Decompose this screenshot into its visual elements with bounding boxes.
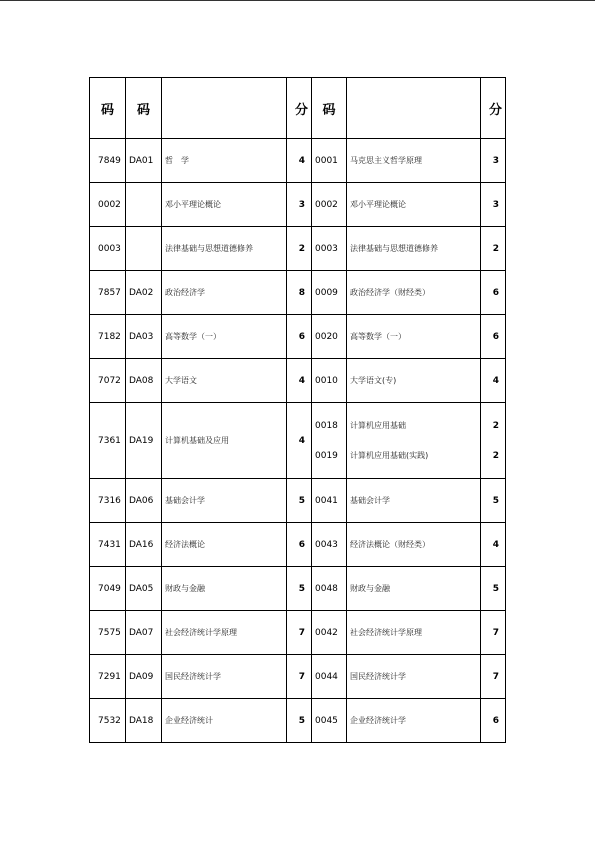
old-code-cell: 0009 <box>312 271 347 315</box>
old-credits-cell: 4 <box>481 523 506 567</box>
old-credits-cell: 2 <box>481 227 506 271</box>
page-top-rule <box>0 0 595 1</box>
course-code-cell: DA08 <box>126 359 162 403</box>
course-name-cell: 企业经济统计 <box>162 699 287 743</box>
course-name-cell: 经济法概论 <box>162 523 287 567</box>
major-code-cell: 7182 <box>90 315 126 359</box>
course-name-cell: 邓小平理论概论 <box>162 183 287 227</box>
credits-cell: 4 <box>287 139 312 183</box>
old-credits-cell: 6 <box>481 315 506 359</box>
old-credits-cell: 6 <box>481 271 506 315</box>
old-code-cell: 0045 <box>312 699 347 743</box>
old-credits-cell: 5 <box>481 479 506 523</box>
credits-cell: 7 <box>287 655 312 699</box>
major-code-cell: 0003 <box>90 227 126 271</box>
course-code-cell: DA16 <box>126 523 162 567</box>
credits-cell: 8 <box>287 271 312 315</box>
course-code-cell: DA05 <box>126 567 162 611</box>
old-name-line: 计算机应用基础(实践) <box>350 450 429 460</box>
table-row <box>90 655 506 699</box>
old-code-cell: 0048 <box>312 567 347 611</box>
header-course-name <box>162 78 287 139</box>
old-credits-line: 2 <box>492 420 499 431</box>
course-code-cell: DA09 <box>126 655 162 699</box>
old-name-cell: 企业经济统计学 <box>347 699 481 743</box>
major-code-cell: 7532 <box>90 699 126 743</box>
course-name-cell: 哲 学 <box>162 139 287 183</box>
header-credits: 分 <box>287 78 312 139</box>
old-code-cell: 0041 <box>312 479 347 523</box>
old-credits-cell: 3 <box>481 139 506 183</box>
course-name-cell: 政治经济学 <box>162 271 287 315</box>
credits-cell: 7 <box>287 611 312 655</box>
course-code-cell: DA06 <box>126 479 162 523</box>
old-name-cell: 基础会计学 <box>347 479 481 523</box>
old-name-cell: 财政与金融 <box>347 567 481 611</box>
table-row <box>90 183 506 227</box>
credits-cell: 6 <box>287 315 312 359</box>
course-code-cell <box>126 227 162 271</box>
table-row <box>90 611 506 655</box>
table-row <box>90 699 506 743</box>
course-name-cell: 社会经济统计学原理 <box>162 611 287 655</box>
old-name-cell: 法律基础与思想道德修养 <box>347 227 481 271</box>
table-row <box>90 359 506 403</box>
old-name-cell: 邓小平理论概论 <box>347 183 481 227</box>
credits-cell: 6 <box>287 523 312 567</box>
course-name-cell: 国民经济统计学 <box>162 655 287 699</box>
credits-cell: 5 <box>287 699 312 743</box>
credits-cell: 2 <box>287 227 312 271</box>
old-credits-cell: 4 <box>481 359 506 403</box>
table-row <box>90 567 506 611</box>
header-major-code: 码 <box>90 78 126 139</box>
major-code-cell: 7316 <box>90 479 126 523</box>
course-name-cell: 高等数学（一） <box>162 315 287 359</box>
table-body <box>90 78 506 743</box>
old-name-cell: 高等数学（一） <box>347 315 481 359</box>
old-code-cell: 0020 <box>312 315 347 359</box>
table-row <box>90 315 506 359</box>
old-credits-cell: 5 <box>481 567 506 611</box>
old-code-cell: 0044 <box>312 655 347 699</box>
old-name-cell: 社会经济统计学原理 <box>347 611 481 655</box>
table-row <box>90 227 506 271</box>
table-row <box>90 479 506 523</box>
old-name-cell: 马克思主义哲学原理 <box>347 139 481 183</box>
old-code-cell: 0043 <box>312 523 347 567</box>
major-code-cell: 7072 <box>90 359 126 403</box>
old-code-cell: 0003 <box>312 227 347 271</box>
major-code-cell: 7431 <box>90 523 126 567</box>
course-name-cell: 财政与金融 <box>162 567 287 611</box>
old-credits-line: 2 <box>492 450 499 461</box>
old-credits-cell <box>481 403 506 479</box>
old-name-cell: 政治经济学（财经类） <box>347 271 481 315</box>
major-code-cell: 7575 <box>90 611 126 655</box>
old-credits-cell: 7 <box>481 655 506 699</box>
major-code-cell: 0002 <box>90 183 126 227</box>
table-row <box>90 403 506 479</box>
course-code-cell: DA18 <box>126 699 162 743</box>
course-code-cell: DA03 <box>126 315 162 359</box>
old-credits-cell: 6 <box>481 699 506 743</box>
old-code-cell: 0010 <box>312 359 347 403</box>
table-row <box>90 271 506 315</box>
credits-cell: 3 <box>287 183 312 227</box>
course-code-cell: DA02 <box>126 271 162 315</box>
major-code-cell: 7361 <box>90 403 126 479</box>
old-code-cell: 0042 <box>312 611 347 655</box>
credits-cell: 5 <box>287 479 312 523</box>
course-code-cell: DA01 <box>126 139 162 183</box>
header-old-name <box>347 78 481 139</box>
credits-cell: 4 <box>287 403 312 479</box>
course-name-cell: 大学语文 <box>162 359 287 403</box>
major-code-cell: 7049 <box>90 567 126 611</box>
major-code-cell: 7857 <box>90 271 126 315</box>
old-name-cell <box>347 403 481 479</box>
table-row <box>90 523 506 567</box>
credits-cell: 5 <box>287 567 312 611</box>
old-code-line: 0018 <box>315 420 338 431</box>
course-name-cell: 基础会计学 <box>162 479 287 523</box>
credits-cell: 4 <box>287 359 312 403</box>
old-name-line: 计算机应用基础 <box>350 420 406 430</box>
old-code-cell: 0001 <box>312 139 347 183</box>
old-code-cell: 0002 <box>312 183 347 227</box>
course-name-cell: 法律基础与思想道德修养 <box>162 227 287 271</box>
old-name-cell: 经济法概论（财经类） <box>347 523 481 567</box>
course-code-cell: DA19 <box>126 403 162 479</box>
old-code-cell <box>312 403 347 479</box>
major-code-cell: 7849 <box>90 139 126 183</box>
table-header-row <box>90 78 506 139</box>
course-code-cell: DA07 <box>126 611 162 655</box>
course-mapping-table <box>89 77 506 743</box>
old-credits-cell: 3 <box>481 183 506 227</box>
table-row <box>90 139 506 183</box>
old-code-line: 0019 <box>315 450 338 461</box>
header-course-code: 码 <box>126 78 162 139</box>
old-name-cell: 大学语文(专) <box>347 359 481 403</box>
header-old-credits: 分 <box>481 78 506 139</box>
old-credits-cell: 7 <box>481 611 506 655</box>
major-code-cell: 7291 <box>90 655 126 699</box>
course-name-cell: 计算机基础及应用 <box>162 403 287 479</box>
old-name-cell: 国民经济统计学 <box>347 655 481 699</box>
header-old-code: 码 <box>312 78 347 139</box>
course-code-cell <box>126 183 162 227</box>
